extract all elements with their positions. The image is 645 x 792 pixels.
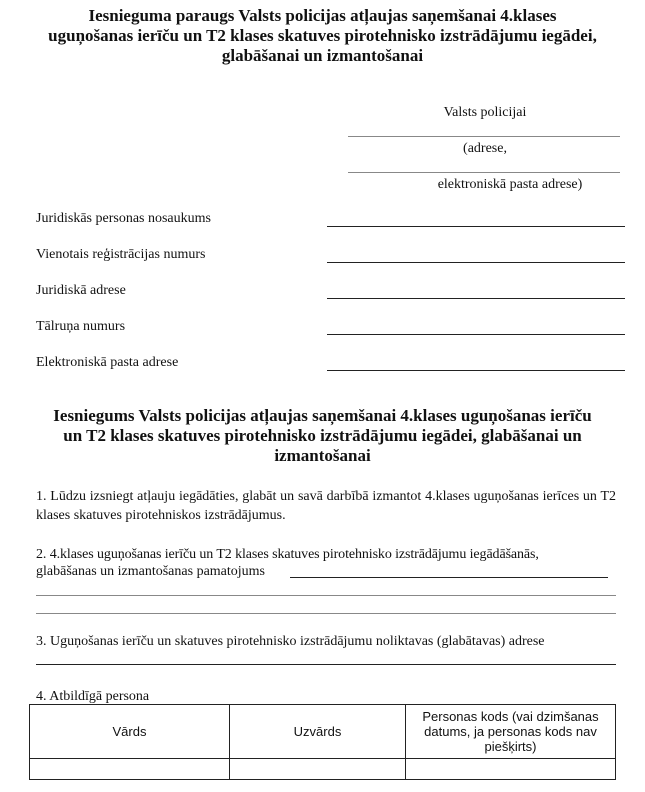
item-2-extra-line-2[interactable] (36, 613, 616, 614)
field-label-legal-address: Juridiskā adrese (36, 283, 126, 298)
application-title-line-2: un T2 klases skatuves pirotehnisko izstrādājumu iegādei, glabāšanai un (63, 426, 582, 445)
field-line-phone[interactable] (327, 334, 625, 335)
item-2-line-1: 2. 4.klases uguņošanas ierīču un T2 klases skatuves pirotehnisko izstrādājumu iegādāšanās, (36, 547, 539, 562)
addressee-address-line (348, 172, 620, 173)
cell-personal-code[interactable] (406, 759, 616, 780)
application-title-line-1: Iesniegums Valsts policijas atļaujas saņemšanai 4.klases uguņošanas ierīču (53, 406, 592, 425)
application-title-line-3: izmantošanai (274, 446, 371, 465)
form-sample-title (30, 6, 615, 66)
addressee-label: Valsts policijai (443, 105, 527, 120)
header-last-name: Uzvārds (230, 705, 406, 759)
addressee-address-label: (adrese, (463, 141, 507, 156)
field-label-phone: Tālruņa numurs (36, 319, 126, 334)
field-line-legal-address[interactable] (327, 298, 625, 299)
item-4-responsible-person: 4. Atbildīgā persona (36, 689, 150, 704)
addressee-email-label: elektroniskā pasta adrese) (437, 177, 583, 192)
title-line-3: glabāšanai un izmantošanai (221, 46, 424, 65)
cell-last-name[interactable] (230, 759, 406, 780)
title-line-2: uguņošanas ierīču un T2 klases skatuves pirotehnisko izstrādājumu iegādei, (48, 26, 597, 45)
field-label-company-name: Juridiskās personas nosaukums (36, 211, 211, 226)
field-line-company-name[interactable] (327, 226, 625, 227)
addressee-name-line (348, 136, 620, 137)
item-3-storage-address: 3. Uguņošanas ierīču un skatuves pirotehnisko izstrādājumu noliktavas (glabātavas) adrese (36, 634, 545, 649)
item-2-line-2: glabāšanas un izmantošanas pamatojums (36, 564, 265, 579)
title-line-1: Iesnieguma paraugs Valsts policijas atļaujas saņemšanai 4.klases (88, 6, 557, 25)
item-2-extra-line-1[interactable] (36, 595, 616, 596)
application-title (30, 406, 615, 466)
field-label-reg-number: Vienotais reģistrācijas numurs (36, 247, 206, 262)
cell-first-name[interactable] (30, 759, 230, 780)
item-3-address-line[interactable] (36, 664, 616, 665)
item-2-justification-line[interactable] (290, 577, 608, 578)
item-1-request: 1. Lūdzu izsniegt atļauju iegādāties, glabāt un savā darbībā izmantot 4.klases uguņošanas ierīces un T2 klases skatuves pirotehniskos izstrādājumus. (36, 489, 616, 523)
header-personal-code: Personas kods (vai dzimšanas datums, ja personas kods nav piešķirts) (406, 705, 616, 759)
field-line-email[interactable] (327, 370, 625, 371)
field-label-email: Elektroniskā pasta adrese (36, 355, 179, 370)
responsible-person-table (29, 704, 616, 780)
field-line-reg-number[interactable] (327, 262, 625, 263)
header-first-name: Vārds (30, 705, 230, 759)
table-header-row (30, 705, 616, 759)
table-row (30, 759, 616, 780)
